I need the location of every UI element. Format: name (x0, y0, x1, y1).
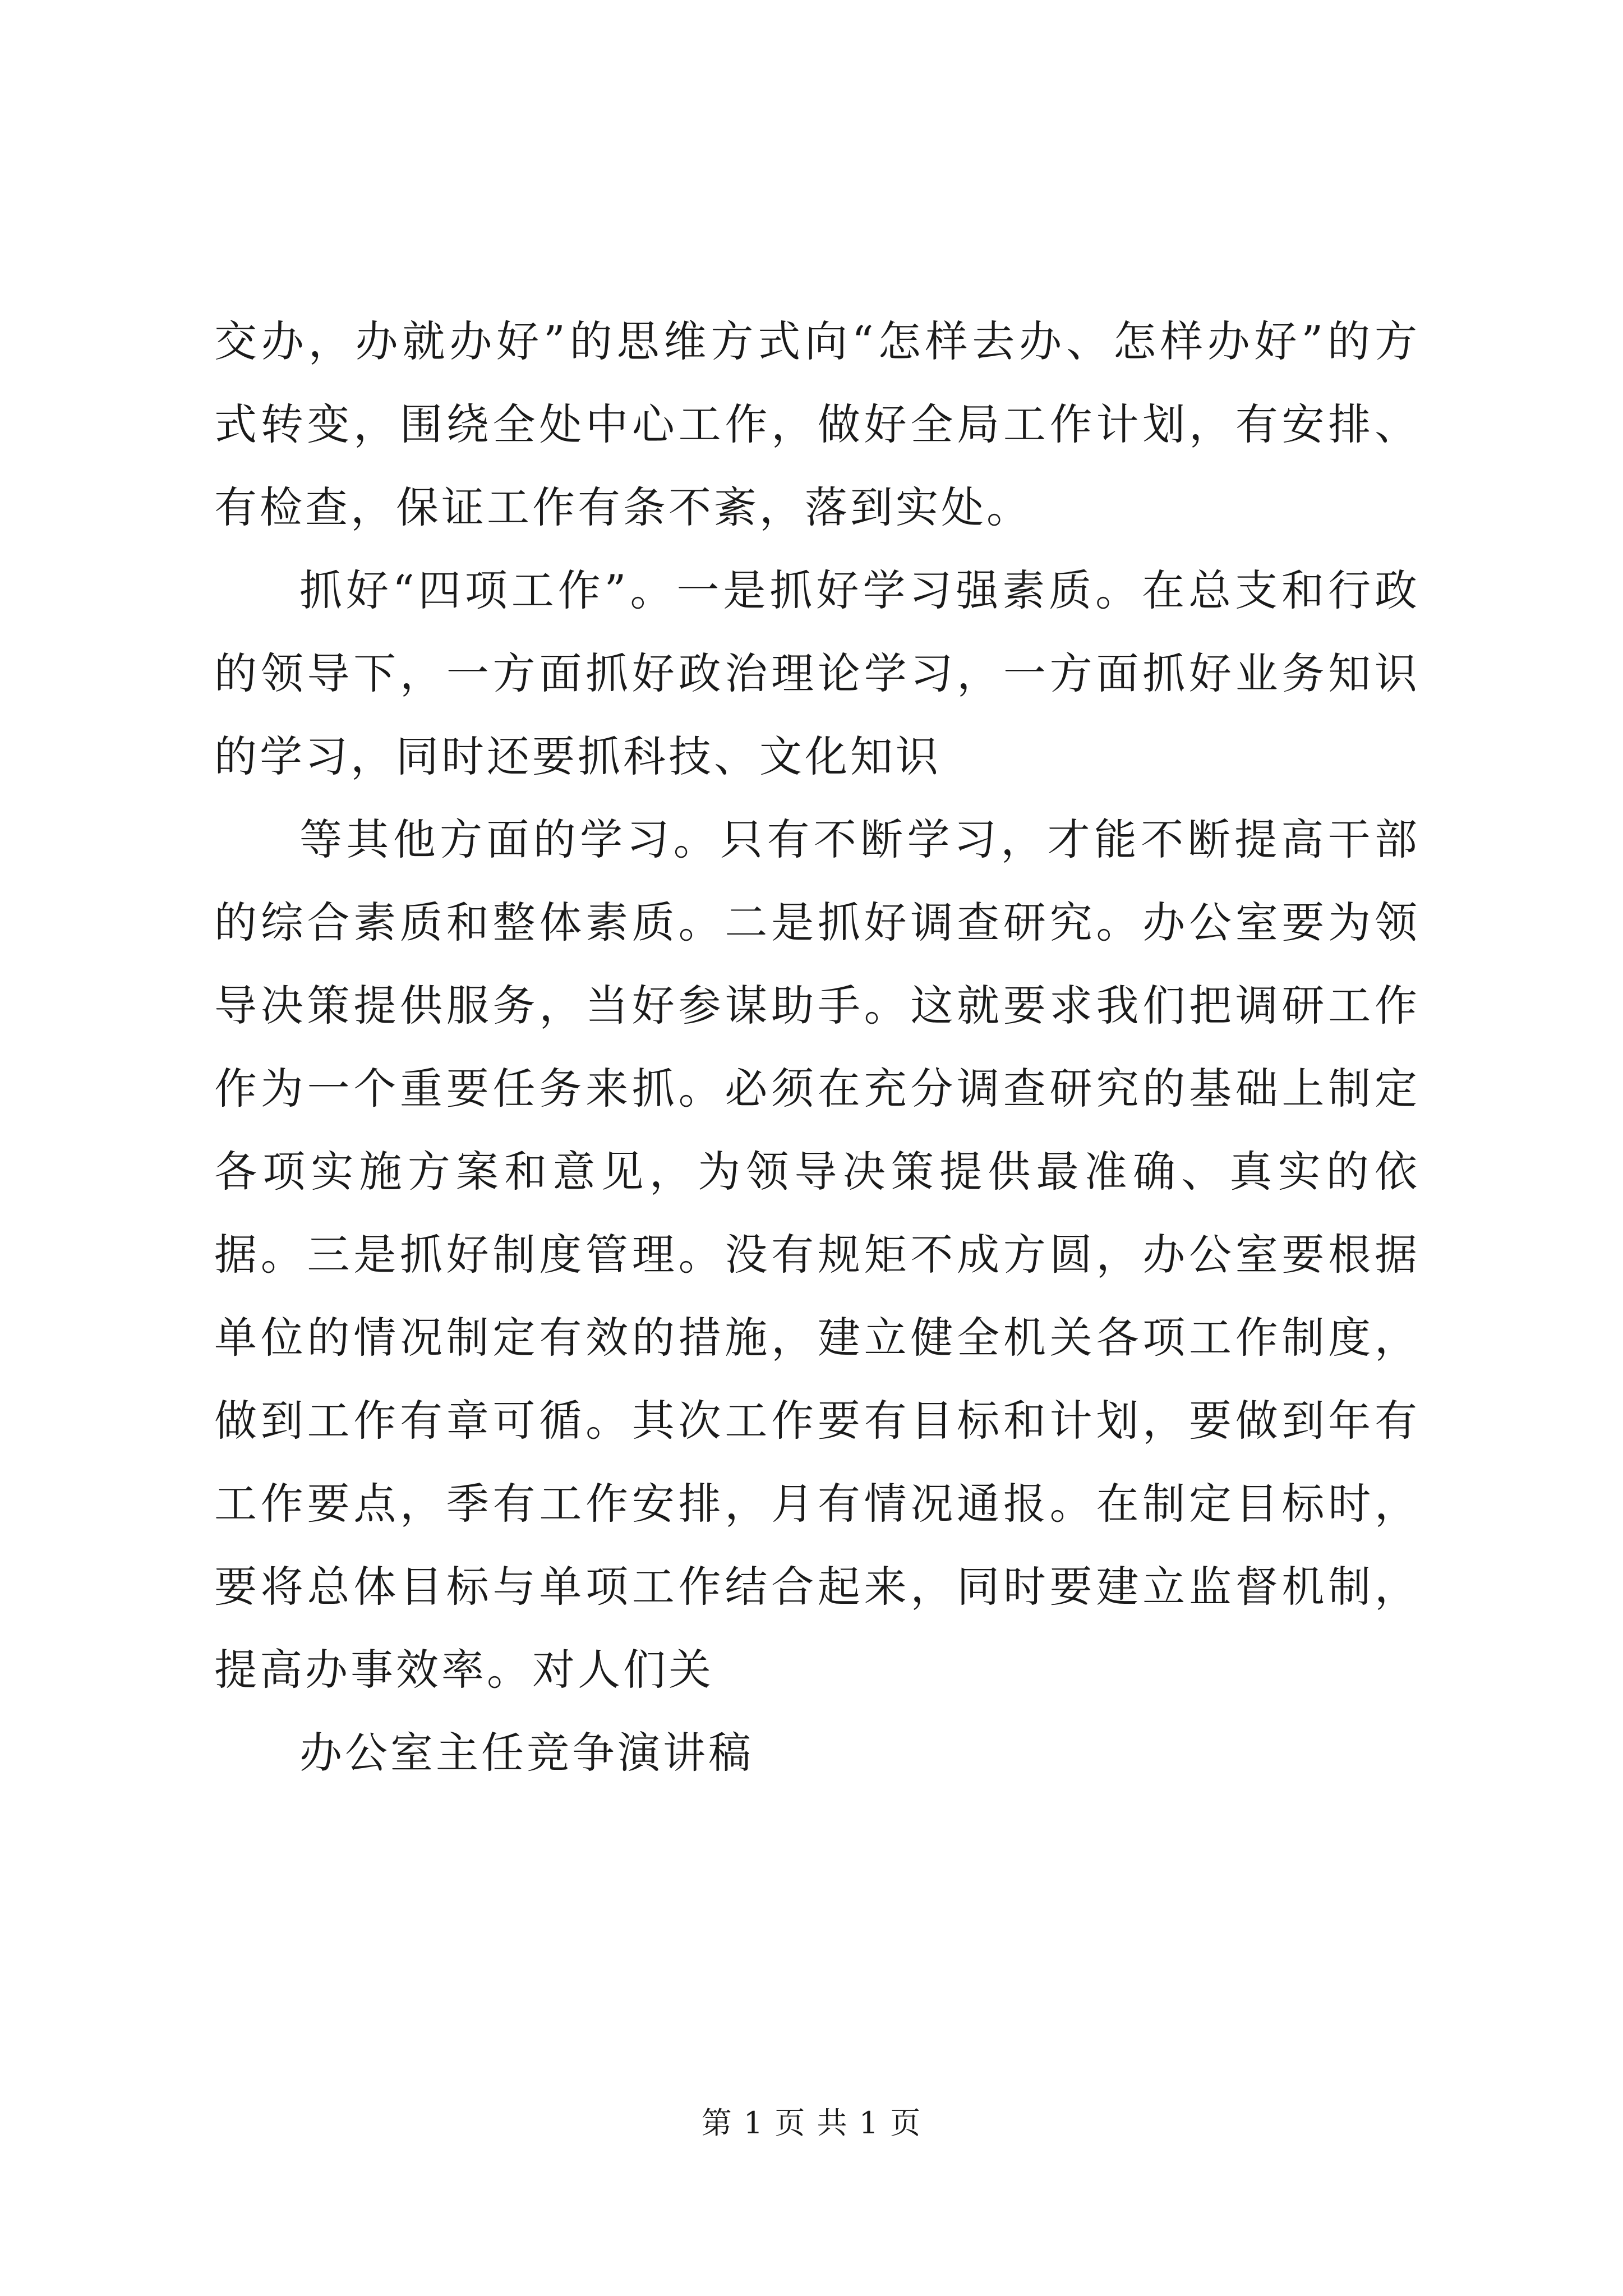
paragraph-3: 等其他方面的学习。只有不断学习，才能不断提高干部的综合素质和整体素质。二是抓好调查研究。办公室要为领导决策提供服务，当好参谋助手。这就要求我们把调研工作作为一个重要任务来抓。必须在充分调查研究的基础上制定各项实施方案和意见，为领导决策提供最准确、真实的依据。三是抓好制度管理。没有规矩不成方圆，办公室要根据单位的情况制定有效的措施，建立健全机关各项工作制度，做到工作有章可循。其次工作要有目标和计划，要做到年有工作要点，季有工作安排，月有情况通报。在制定目标时，要将总体目标与单项工作结合起来，同时要建立监督机制，提高办事效率。对人们关 (214, 815, 1420, 1695)
paragraph-4: 办公室主任竞争演讲稿 (299, 1728, 754, 1778)
page-footer: 第 1 页 共 1 页 (701, 2105, 922, 2141)
document-body (214, 300, 1420, 1795)
paragraph-1: 交办，办就办好”的思维方式向“怎样去办、怎样办好”的方式转变，围绕全处中心工作，做好全局工作计划，有安排、有检查，保证工作有条不紊，落到实处。 (214, 316, 1420, 532)
paragraph-2: 抓好“四项工作”。一是抓好学习强素质。在总支和行政的领导下，一方面抓好政治理论学习，一方面抓好业务知识的学习，同时还要抓科技、文化知识 (214, 565, 1420, 781)
